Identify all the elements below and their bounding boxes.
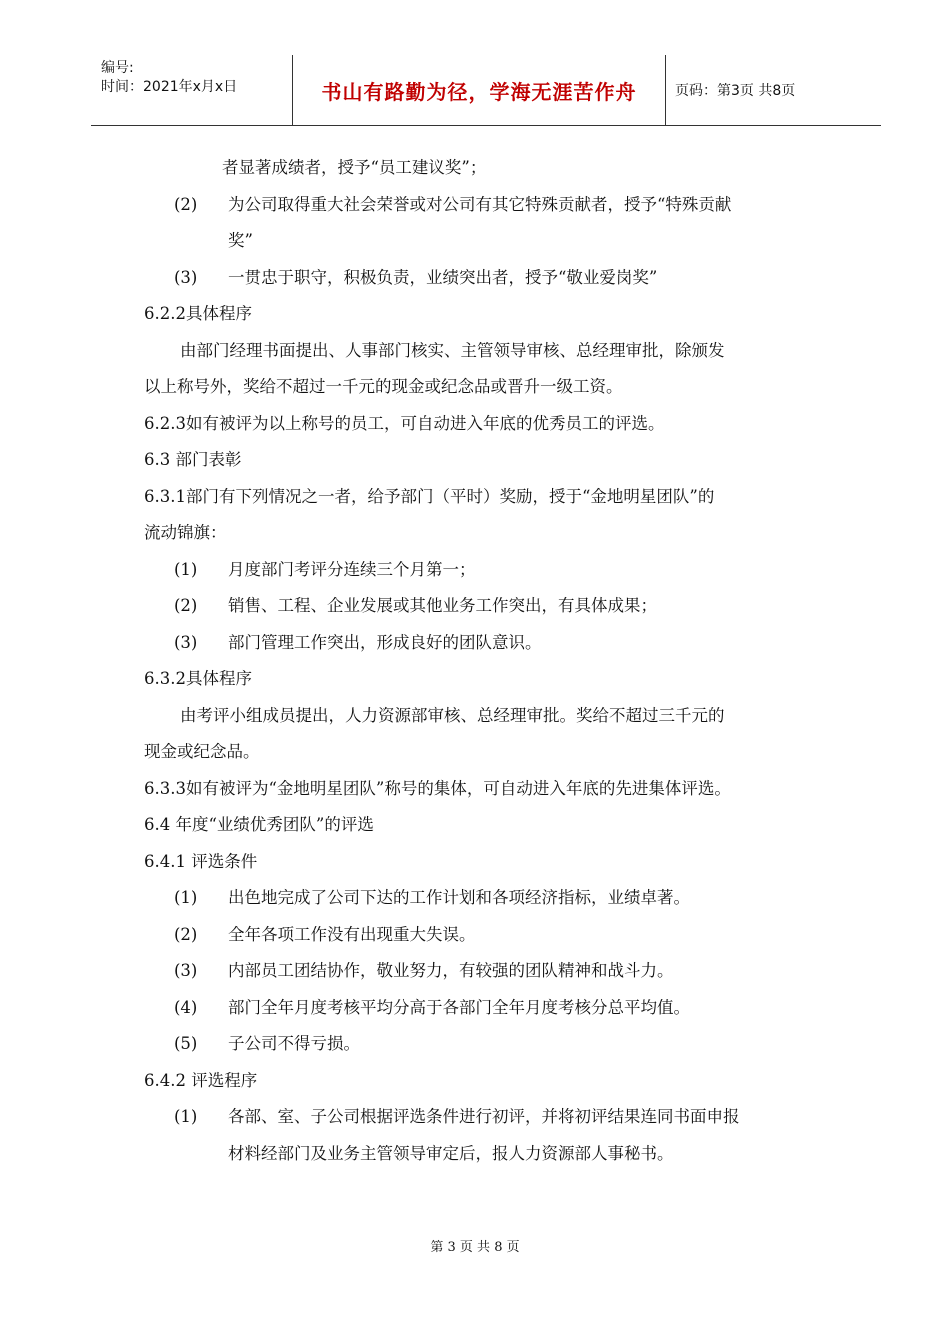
- list-item-text: 部门管理工作突出，形成良好的团队意识。: [228, 632, 542, 652]
- header-meta: [101, 59, 291, 97]
- paragraph-line: 以上称号外，奖给不超过一千元的现金或纪念品或晋升一级工资。: [144, 377, 623, 396]
- list-item-text: 奖”: [228, 231, 253, 250]
- header-motto: 书山有路勤为径，学海无涯苦作舟: [321, 79, 637, 104]
- section-heading: 6.3.3如有被评为“金地明星团队”称号的集体，可自动进入年底的先进集体评选。: [144, 778, 731, 798]
- list-item-text: 子公司不得亏损。: [228, 1034, 360, 1053]
- list-item: [144, 625, 844, 662]
- header-divider: [665, 55, 666, 125]
- list-item: [144, 1026, 844, 1063]
- paragraph-line: 现金或纪念品。: [144, 742, 260, 761]
- list-item-continuation: [144, 223, 844, 260]
- list-item: [144, 187, 844, 224]
- list-item-number: (3): [174, 961, 198, 980]
- paragraph-line: 由部门经理书面提出、人事部门核实、主管领导审核、总经理审批，除颁发: [180, 340, 725, 360]
- list-item-number: (3): [174, 267, 198, 287]
- document-body: [144, 150, 844, 1172]
- document-number-label: 编号:: [101, 60, 134, 76]
- section-heading: 6.2.2具体程序: [144, 304, 252, 323]
- list-item-number: (2): [174, 194, 198, 214]
- list-item-number: (2): [174, 596, 198, 615]
- page-footer: [0, 1236, 950, 1255]
- section-heading: 6.3.2具体程序: [144, 669, 252, 688]
- list-item-text: 出色地完成了公司下达的工作计划和各项经济指标，业绩卓著。: [228, 888, 690, 907]
- list-item: [144, 953, 844, 990]
- section-heading: 6.3 部门表彰: [144, 450, 242, 469]
- section-heading: 6.3.1部门有下列情况之一者，给予部门（平时）奖励，授于“金地明星团队”的: [144, 486, 715, 506]
- paragraph-line: 由考评小组成员提出，人力资源部审核、总经理审批。奖给不超过三千元的: [180, 705, 725, 725]
- list-item-text: 全年各项工作没有出现重大失误。: [228, 924, 476, 944]
- list-item-text: 销售、工程、企业发展或其他业务工作突出，有具体成果；: [228, 596, 657, 615]
- list-item-text: 一贯忠于职守，积极负责，业绩突出者，授予“敬业爱岗奖”: [228, 267, 658, 287]
- paragraph-line: 者显著成绩者，授予“员工建议奖”；: [222, 158, 487, 177]
- section-heading: 6.4.1 评选条件: [144, 851, 258, 871]
- list-item-continuation: [144, 1136, 844, 1173]
- list-item-text: 内部员工团结协作，敬业努力，有较强的团队精神和战斗力。: [228, 961, 674, 980]
- list-item-number: (3): [174, 632, 198, 652]
- section-heading: 6.2.3如有被评为以上称号的员工，可自动进入年底的优秀员工的评选。: [144, 413, 665, 433]
- list-item-text: 部门全年月度考核平均分高于各部门全年月度考核分总平均值。: [228, 997, 690, 1017]
- list-item-text: 各部、室、子公司根据评选条件进行初评，并将初评结果连同书面申报: [228, 1107, 740, 1126]
- list-item-number: (4): [174, 997, 198, 1017]
- footer-page-number: 第 3 页 共 8 页: [430, 1240, 520, 1255]
- list-item-text: 为公司取得重大社会荣誉或对公司有其它特殊贡献者，授予“特殊贡献: [228, 194, 732, 214]
- list-item: [144, 990, 844, 1027]
- list-item: [144, 1099, 844, 1136]
- header-page-number: 页码：第3页 共8页: [675, 83, 796, 99]
- list-item-number: (1): [174, 1107, 198, 1126]
- list-item-text: 月度部门考评分连续三个月第一；: [228, 559, 476, 579]
- list-item-number: (1): [174, 888, 198, 907]
- list-item: [144, 880, 844, 917]
- page-header: [91, 55, 881, 126]
- list-item: [144, 917, 844, 954]
- list-item-text: 材料经部门及业务主管领导审定后，报人力资源部人事秘书。: [228, 1143, 674, 1163]
- list-item-number: (1): [174, 559, 198, 579]
- section-heading: 6.4 年度“业绩优秀团队”的评选: [144, 815, 374, 834]
- paragraph-line: 流动锦旗：: [144, 523, 227, 542]
- section-heading: 6.4.2 评选程序: [144, 1070, 258, 1090]
- document-time-label: 时间：2021年x月x日: [101, 79, 238, 95]
- list-item-number: (2): [174, 924, 198, 944]
- list-item: [144, 260, 844, 297]
- list-item: [144, 588, 844, 625]
- list-item: [144, 552, 844, 589]
- list-item-number: (5): [174, 1034, 198, 1053]
